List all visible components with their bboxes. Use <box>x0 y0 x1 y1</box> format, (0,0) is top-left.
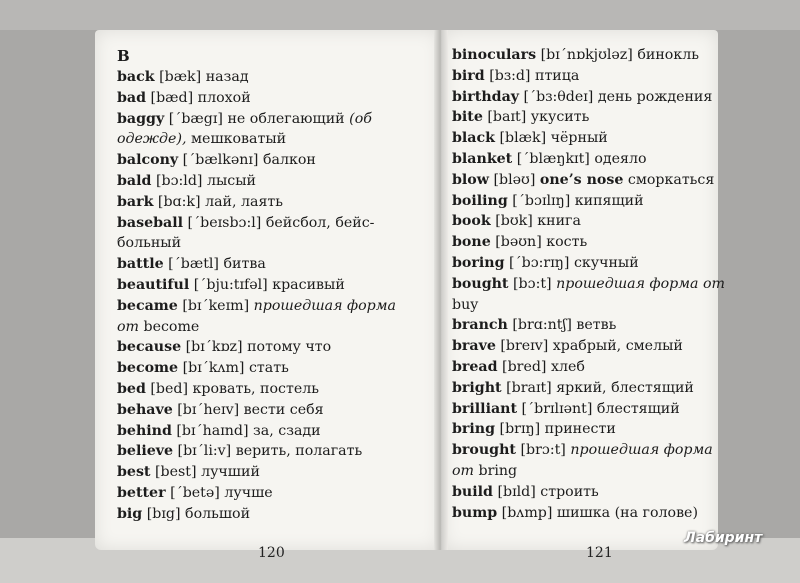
grammar-note: прошедшая форма <box>253 297 396 314</box>
dictionary-entry-line <box>117 275 417 296</box>
dictionary-entry-line <box>117 150 417 171</box>
transcription: bring <box>474 462 518 479</box>
headword: binoculars <box>452 47 537 63</box>
headword: because <box>117 339 182 356</box>
dictionary-entry-line <box>452 191 714 212</box>
translation: бинокль <box>637 47 699 63</box>
translation: лай, лаять <box>205 193 284 210</box>
grammar-note: от <box>117 318 139 335</box>
headword: bring <box>452 421 496 438</box>
transcription: [ˊbɔ:rɪŋ] <box>504 254 574 271</box>
dictionary-entry-line <box>117 421 417 442</box>
dictionary-entry-line <box>117 379 417 400</box>
headword: boring <box>452 254 505 271</box>
transcription: [breɪv] <box>495 338 553 355</box>
dictionary-entry-line <box>117 67 417 88</box>
headword: blanket <box>452 150 513 167</box>
transcription: [bɪˊnɒkjʊləz] <box>536 47 638 63</box>
translation: яркий, блестящий <box>556 379 694 396</box>
grammar-note: прошедшая форма <box>570 442 713 459</box>
translation: лучший <box>201 464 260 481</box>
transcription: [bed] <box>145 380 193 397</box>
dictionary-entry-line <box>117 213 417 234</box>
grammar-note: одежде), <box>117 131 187 148</box>
translation: мешковатый <box>186 131 287 148</box>
transcription: [bæk] <box>154 69 206 85</box>
headword: brilliant <box>452 400 518 417</box>
dictionary-entry-line <box>452 419 714 440</box>
dictionary-entry-line <box>452 378 714 399</box>
transcription: [bæd] <box>146 89 198 106</box>
dictionary-entry-line <box>452 87 714 108</box>
headword: behave <box>117 401 173 418</box>
dictionary-entry-line <box>452 482 714 503</box>
dictionary-entry-line <box>452 45 714 66</box>
translation: не облегающий <box>227 110 350 127</box>
transcription: [bʌmp] <box>497 504 557 521</box>
dictionary-entry-line <box>452 232 714 253</box>
translation: ветвь <box>576 317 617 334</box>
dictionary-entry-line <box>452 66 714 87</box>
transcription: [bɪˊhaɪnd] <box>171 422 254 439</box>
translation: кровать, постель <box>192 380 319 397</box>
transcription: [ˊbju:tɪfəl] <box>189 276 273 293</box>
translation: лысый <box>206 172 256 189</box>
dictionary-entry-line <box>117 317 417 338</box>
transcription: [bɪˊkɒz] <box>181 339 248 356</box>
left-page-number: 120 <box>258 545 285 561</box>
headword: behind <box>117 422 172 439</box>
transcription: [bləʊ] <box>489 171 540 188</box>
headword: bald <box>117 172 152 189</box>
dictionary-entry-line <box>452 211 714 232</box>
dictionary-entry-line <box>117 358 417 379</box>
headword: book <box>452 213 491 230</box>
translation: шишка (на голове) <box>556 504 698 521</box>
headword: bought <box>452 275 509 292</box>
translation: большой <box>185 505 251 522</box>
headword: branch <box>452 317 508 334</box>
dictionary-entry-line <box>452 336 714 357</box>
transcription: [bred] <box>497 358 551 375</box>
translation: за, сзади <box>253 422 321 439</box>
headword: bone <box>452 234 491 251</box>
translation: сморкаться <box>623 171 715 188</box>
transcription: [bɪˊli:v] <box>173 443 236 460</box>
transcription: [bɪˊheɪv] <box>172 401 244 418</box>
headword: baggy <box>117 110 165 127</box>
dictionary-entry-line <box>117 441 417 462</box>
headword: back <box>117 69 155 85</box>
translation: балкон <box>262 152 316 169</box>
transcription: [baɪt] <box>482 109 531 126</box>
headword: black <box>452 130 495 147</box>
headword: blow <box>452 171 489 188</box>
headword: build <box>452 483 493 500</box>
transcription: [ˊbætl] <box>163 256 224 273</box>
transcription: [ˊbeɪsbɔ:l] <box>183 214 266 231</box>
translation: битва <box>223 256 266 273</box>
translation: лучше <box>224 484 273 501</box>
dictionary-entry-line <box>452 149 714 170</box>
translation: кипящий <box>574 192 644 209</box>
translation: вести себя <box>243 401 324 418</box>
dictionary-entry-line <box>452 274 725 295</box>
headword: became <box>117 297 178 314</box>
dictionary-entry-line <box>452 253 714 274</box>
headword: bread <box>452 358 498 375</box>
translation: красивый <box>272 276 345 293</box>
dictionary-entry-line <box>117 400 417 421</box>
translation: плохой <box>197 89 251 106</box>
translation: строить <box>540 483 599 500</box>
right-page-number: 121 <box>586 545 613 561</box>
headword: birthday <box>452 88 520 105</box>
transcription: [bɪˊkʌm] <box>178 360 249 377</box>
transcription: [brɑ:ntʃ] <box>507 317 577 334</box>
headword: bed <box>117 380 146 397</box>
transcription: become <box>139 318 200 335</box>
dictionary-entry-line <box>452 315 714 336</box>
transcription: [ˊbɜ:θdeɪ] <box>519 88 598 105</box>
transcription: [bɔ:t] <box>508 275 557 292</box>
translation: скучный <box>573 254 639 271</box>
dictionary-entry-line <box>452 128 714 149</box>
dictionary-entry-line <box>117 483 417 504</box>
translation: потому что <box>247 339 332 356</box>
headword: become <box>117 360 179 377</box>
translation: больный <box>117 235 182 252</box>
translation: бейсбол, бейс- <box>265 214 375 231</box>
headword: boiling <box>452 192 508 209</box>
dictionary-entry-line <box>117 171 417 192</box>
headword: brought <box>452 442 516 459</box>
labirint-watermark-logo: Лабиринт <box>684 530 763 546</box>
headword: bird <box>452 67 485 84</box>
transcription: [brɪŋ] <box>495 421 545 438</box>
transcription: [best] <box>150 464 202 481</box>
book-gutter <box>434 30 448 550</box>
headword: brave <box>452 338 496 355</box>
dictionary-entry-line <box>117 504 417 525</box>
transcription: [bɪg] <box>142 505 186 522</box>
left-page-column <box>117 45 417 525</box>
headword: believe <box>117 443 174 460</box>
translation: день рождения <box>597 88 713 105</box>
translation: принести <box>544 421 616 438</box>
headword: bad <box>117 89 147 106</box>
translation: блестящий <box>596 400 680 417</box>
translation: птица <box>534 67 580 84</box>
transcription: [blæk] <box>494 130 551 147</box>
translation: хлеб <box>550 358 585 375</box>
dictionary-entry-line <box>117 233 417 254</box>
translation: книга <box>537 213 581 230</box>
phrase: one’s nose <box>539 171 624 188</box>
grammar-note: от <box>452 462 474 479</box>
right-entries-list <box>452 45 725 523</box>
headword: beautiful <box>117 276 190 293</box>
headword: best <box>117 464 151 481</box>
dictionary-entry-line <box>117 109 417 130</box>
transcription: [ˊbrɪlɪənt] <box>517 400 597 417</box>
dictionary-entry-line <box>117 337 417 358</box>
grammar-note: (об <box>349 110 372 127</box>
transcription: [brɔ:t] <box>515 442 571 459</box>
right-page-column <box>452 45 725 523</box>
dictionary-entry-line <box>452 461 714 482</box>
transcription: [bʊk] <box>490 213 538 230</box>
headword: baseball <box>117 214 184 231</box>
dictionary-entry-line <box>117 129 417 150</box>
transcription: [bɪˊkeɪm] <box>177 297 254 314</box>
dictionary-entry-line <box>452 107 714 128</box>
headword: balcony <box>117 152 179 169</box>
translation: чёрный <box>550 130 608 147</box>
dictionary-entry-line <box>117 296 417 317</box>
background-top <box>0 0 800 30</box>
translation: одеяло <box>594 150 647 167</box>
transcription: [bɑ:k] <box>153 193 206 210</box>
translation: стать <box>248 360 289 377</box>
transcription: [bɔ:ld] <box>151 172 207 189</box>
transcription: [bɜ:d] <box>484 67 535 84</box>
headword: big <box>117 505 143 522</box>
headword: bite <box>452 109 483 126</box>
dictionary-entry-line <box>452 295 714 316</box>
section-letter: B <box>117 47 130 65</box>
dictionary-entry-line <box>117 88 417 109</box>
translation: верить, полагать <box>235 443 363 460</box>
dictionary-entry-line <box>452 399 714 420</box>
headword: bright <box>452 379 502 396</box>
transcription: [braɪt] <box>501 379 557 396</box>
transcription: [ˊblæŋkɪt] <box>512 150 595 167</box>
translation: укусить <box>530 109 590 126</box>
dictionary-entry-line <box>117 462 417 483</box>
headword: better <box>117 484 166 501</box>
transcription: [ˊbɔɪlɪŋ] <box>507 192 575 209</box>
left-entries-list <box>117 67 417 525</box>
dictionary-entry-line <box>452 440 714 461</box>
transcription: [bəʊn] <box>490 234 547 251</box>
translation: кость <box>546 234 588 251</box>
headword: battle <box>117 256 164 273</box>
transcription: [ˊbetə] <box>165 484 225 501</box>
grammar-note: прошедшая форма от <box>556 275 725 292</box>
translation: храбрый, смелый <box>552 338 683 355</box>
headword: bark <box>117 193 154 210</box>
transcription: [bɪld] <box>492 483 541 500</box>
dictionary-entry-line <box>117 192 417 213</box>
dictionary-entry-line <box>452 170 714 191</box>
headword: bump <box>452 504 498 521</box>
dictionary-entry-line <box>452 503 714 524</box>
transcription: [ˊbægɪ] <box>164 110 228 127</box>
translation: назад <box>205 69 249 85</box>
transcription: buy <box>452 296 479 313</box>
transcription: [ˊbælkənɪ] <box>178 152 263 169</box>
dictionary-entry-line <box>452 357 714 378</box>
dictionary-entry-line <box>117 254 417 275</box>
